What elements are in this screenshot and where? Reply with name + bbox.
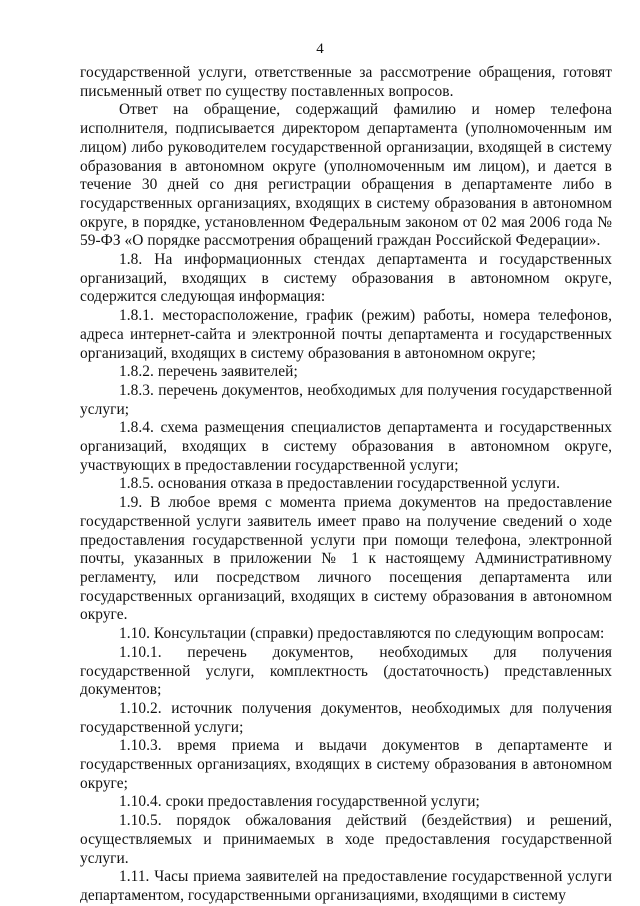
paragraph-3: 1.8. На информационных стендах департамента и государственных организаций, входящих в систему образования в автономном округе, содержится следующая информация: bbox=[80, 251, 612, 306]
paragraph-4: 1.8.1. месторасположение, график (режим) работы, номера телефонов, адреса интернет-сайта и электронной почты департамента и государственных организаций, входящих в систему образования в автономном округе; bbox=[80, 307, 612, 362]
paragraph-6: 1.8.3. перечень документов, необходимых для получения государственной услуги; bbox=[80, 381, 612, 418]
page-number: 4 bbox=[316, 41, 324, 57]
paragraph-1: государственной услуги, ответственные за рассмотрение обращения, готовят письменный ответ по существу поставленных вопросов. bbox=[80, 64, 612, 100]
paragraph-14: 1.10.4. сроки предоставления государственной услуги; bbox=[119, 793, 480, 811]
paragraph-5: 1.8.2. перечень заявителей; bbox=[119, 363, 298, 381]
paragraph-7: 1.8.4. схема размещения специалистов департамента и государственных организаций, входящих в систему образования в автономном округе, участвующих в предоставлении государственной услуги; bbox=[80, 419, 612, 474]
paragraph-16: 1.11. Часы приема заявителей на предоставление государственной услуги департаментом, государственными организациями, входящими в систему bbox=[80, 868, 612, 904]
paragraph-12: 1.10.2. источник получения документов, необходимых для получения государственной услуги; bbox=[80, 699, 612, 736]
paragraph-8: 1.8.5. основания отказа в предоставлении государственной услуги. bbox=[119, 475, 560, 493]
paragraph-9: 1.9. В любое время с момента приема документов на предоставление государственной услуги заявитель имеет право на получение сведений о ходе предоставления государственной услуги при помощи телефона, электронной почты, указанных в приложении № 1 к настоящему Административному регламенту, или посредством личного посещения департамента или государственных организаций, входящих в систему образования в автономном округе. bbox=[80, 494, 612, 624]
document-body bbox=[80, 64, 612, 906]
paragraph-2: Ответ на обращение, содержащий фамилию и номер телефона исполнителя, подписывается директором департамента (уполномоченным им лицом) либо руководителем государственной организации, входящей в систему образования в автономном округе (уполномоченным им лицом), и дается в течение 30 дней со дня регистрации обращения в департаменте либо в государственных организациях, входящих в систему образования в автономном округе, в порядке, установленном Федеральным законом от 02 мая 2006 года № 59-ФЗ «О порядке рассмотрения обращений граждан Российской Федерации». bbox=[80, 101, 612, 250]
paragraph-13: 1.10.3. время приема и выдачи документов в департаменте и государственных организациях, входящих в систему образования в автономном округе; bbox=[80, 737, 612, 792]
paragraph-11: 1.10.1. перечень документов, необходимых для получения государственной услуги, комплектность (достаточность) представленных документов; bbox=[80, 643, 612, 699]
paragraph-10: 1.10. Консультации (справки) предоставляются по следующим вопросам: bbox=[119, 625, 605, 643]
paragraph-15: 1.10.5. порядок обжалования действий (бездействия) и решений, осуществляемых и принимаемых в ходе предоставления государственной услуги. bbox=[80, 812, 612, 867]
